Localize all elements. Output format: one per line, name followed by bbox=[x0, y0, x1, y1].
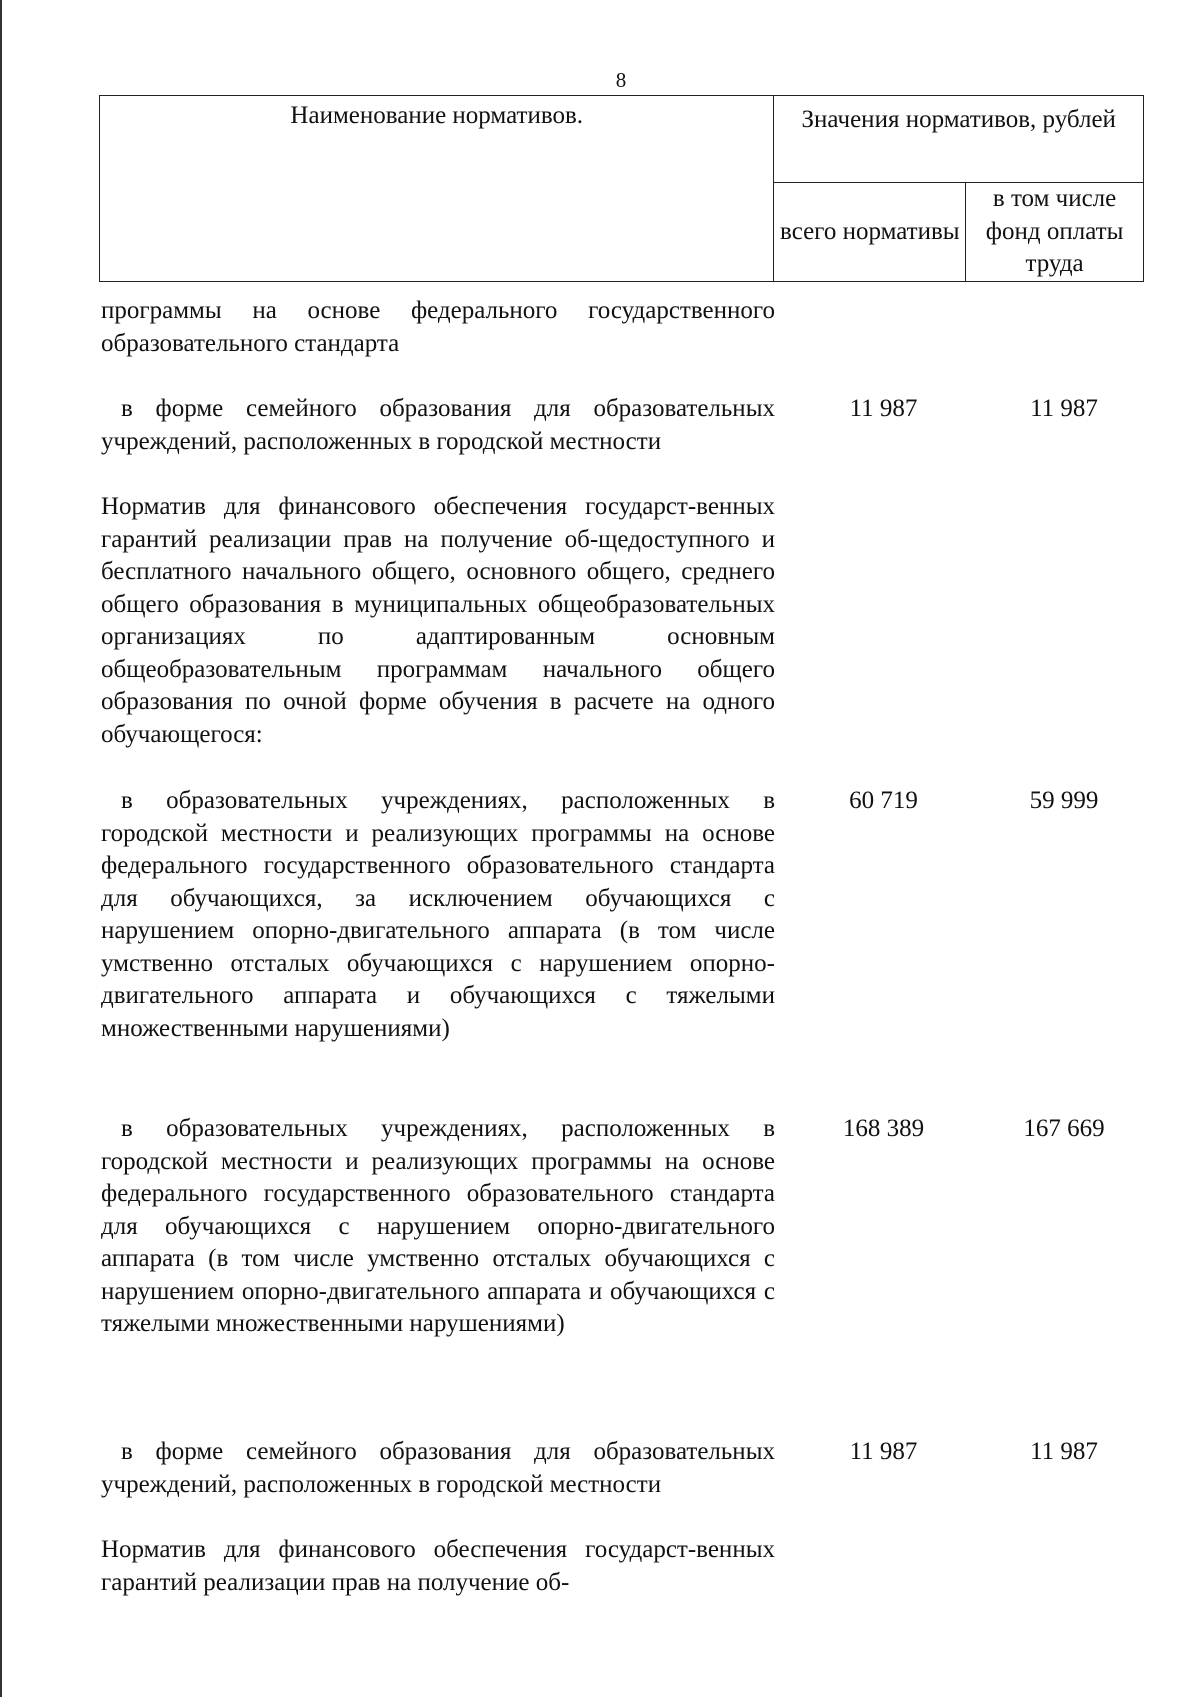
page-number: 8 bbox=[615, 68, 627, 92]
row-payroll-value: 11 987 bbox=[1030, 395, 1098, 422]
row-text: программы на основе федерального государственного образовательного стандарта bbox=[101, 297, 775, 357]
row-text: в образовательных учреждениях, расположенных в городской местности и реализующих программы на основе федерального государственного образовательного стандарта для обучающихся с нарушением опорно-двигательного аппарата (в том числе умственно отсталых обучающихся с нарушением опорно-двигательного аппарата и обучающихся с тяжелыми множественными нарушениями) bbox=[101, 1115, 775, 1337]
header-name-column: Наименование нормативов. bbox=[100, 96, 774, 282]
row-payroll-value: 11 987 bbox=[1030, 1438, 1098, 1465]
row-text: в форме семейного образования для образовательных учреждений, расположенных в городской местности bbox=[101, 1438, 775, 1498]
row-text: в образовательных учреждениях, расположенных в городской местности и реализующих программы на основе федерального государственного образовательного стандарта для обучающихся, за исключением обучающихся с нарушением опорно-двигательного аппарата (в том числе умственно отсталых обучающихся с нарушением опорно-двигательного аппарата и обучающихся с тяжелыми множественными нарушениями) bbox=[101, 787, 775, 1042]
row-payroll-value: 167 669 bbox=[1023, 1115, 1105, 1142]
row-total-value: 11 987 bbox=[849, 395, 918, 422]
table-header bbox=[99, 95, 1144, 282]
row-text: в форме семейного образования для образовательных учреждений, расположенных в городской местности bbox=[101, 395, 775, 455]
row-total-value: 168 389 bbox=[842, 1115, 925, 1142]
row-payroll-value: 59 999 bbox=[1029, 787, 1099, 814]
header-payroll-column: в том числе фонд оплаты труда bbox=[966, 183, 1144, 282]
header-total-column: всего нормативы bbox=[774, 183, 966, 282]
header-values-group: Значения нормативов, рублей bbox=[774, 96, 1144, 183]
page-left-edge bbox=[0, 0, 2, 1697]
row-total-value: 11 987 bbox=[849, 1438, 918, 1465]
row-text: Норматив для финансового обеспечения государст-венных гарантий реализации прав на получение об-щедоступного и бесплатного начального общего, основного общего, среднего общего образования в муниципальных общеобразовательных организациях по адаптированным основным общеобразовательным программам начального общего образования по очной форме обучения в расчете на одного обучающегося: bbox=[101, 493, 775, 748]
row-total-value: 60 719 bbox=[849, 787, 918, 814]
row-text: Норматив для финансового обеспечения государст-венных гарантий реализации прав на получение об- bbox=[101, 1536, 775, 1596]
